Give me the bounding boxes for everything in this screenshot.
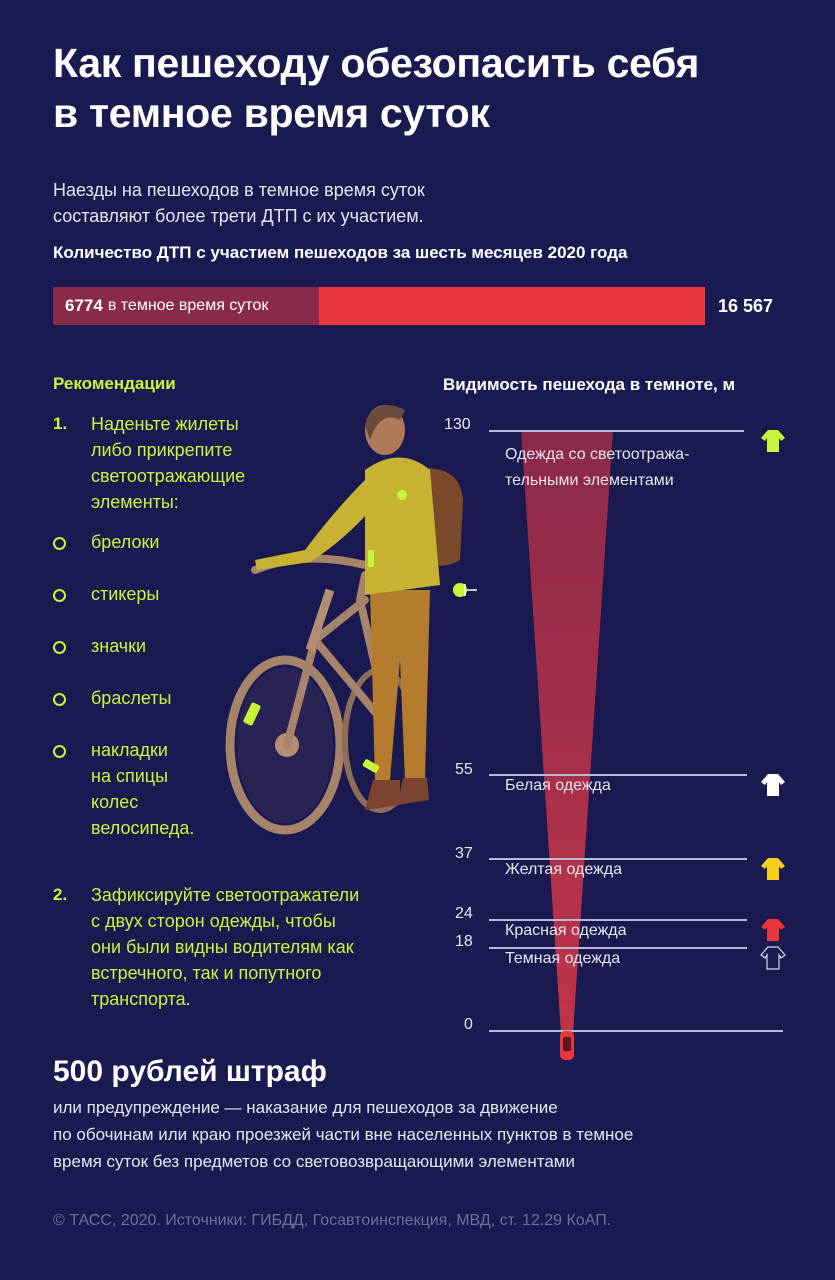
line-24 (489, 919, 747, 921)
headlight-beam (515, 430, 625, 1035)
tick-55: 55 (455, 761, 473, 778)
page-title (53, 38, 699, 138)
intro-text (53, 177, 425, 229)
label-red: Красная одежда (505, 922, 627, 939)
label-yellow: Желтая одежда (505, 861, 622, 878)
pedestrian-bicycle-illustration (215, 400, 485, 840)
title-line-2: в темное время суток (53, 90, 490, 136)
source-credit: © ТАСС, 2020. Источники: ГИБДД, Госавтоинспекция, МВД, ст. 12.29 КоАП. (53, 1212, 612, 1229)
bullet-spoke-covers (91, 737, 194, 841)
title-line-1: Как пешеходу обезопасить себя (53, 40, 700, 86)
line-130 (489, 430, 744, 432)
bullet-icon (53, 745, 66, 758)
bullet-keychains: брелоки (91, 532, 160, 552)
text-line: тельными элементами (505, 472, 674, 489)
intro-line-1: Наезды на пешеходов в темное время суток (53, 180, 425, 200)
dark-time-label: в темное время суток (107, 297, 269, 314)
shirt-dark-icon (760, 945, 786, 971)
total-accidents-value: 16 567 (718, 296, 774, 316)
tick-0: 0 (464, 1016, 473, 1033)
text-line: Наденьте жилеты (91, 414, 239, 434)
bullet-icon (53, 589, 66, 602)
text-line: транспорта. (91, 989, 191, 1009)
bullet-icon (53, 537, 66, 550)
text-line: время суток без предметов со световозвращающими элементами (53, 1152, 575, 1171)
text-line: Зафиксируйте светоотражатели (91, 885, 360, 905)
bullet-icon (53, 641, 66, 654)
text-line: Одежда со светоотража- (505, 446, 690, 463)
text-line: или предупреждение — наказание для пешеходов за движение (53, 1098, 558, 1117)
tick-18: 18 (455, 933, 473, 950)
text-line: на спицы (91, 766, 169, 786)
recommendations-heading: Рекомендации (53, 374, 176, 393)
tick-130: 130 (444, 416, 471, 433)
bar-chart-title: Количество ДТП с участием пешеходов за шесть месяцев 2020 года (53, 243, 628, 262)
text-line: с двух сторон одежды, чтобы (91, 911, 336, 931)
text-line: колес (91, 792, 139, 812)
visibility-chart-title: Видимость пешехода в темноте, м (443, 375, 736, 394)
car-icon (558, 1030, 576, 1062)
label-reflective (505, 442, 689, 494)
fine-heading: 500 рублей штраф (53, 1055, 327, 1088)
label-dark: Темная одежда (505, 950, 621, 967)
fine-description (53, 1094, 633, 1175)
text-line: светоотражающие (91, 466, 246, 486)
bullet-stickers: стикеры (91, 584, 160, 604)
line-18 (489, 947, 747, 949)
bullet-bracelets: браслеты (91, 688, 172, 708)
line-55 (489, 774, 747, 776)
intro-line-2: составляют более трети ДТП с их участием. (53, 206, 424, 226)
tick-24: 24 (455, 905, 473, 922)
bullet-badges: значки (91, 636, 147, 656)
shirt-reflective-icon (760, 428, 786, 454)
item-1-number: 1. (53, 414, 68, 433)
dark-time-value: 6774 (65, 296, 103, 315)
item-2-text (91, 882, 359, 1012)
text-line: они были видны водителям как (91, 937, 354, 957)
shirt-white-icon (760, 772, 786, 798)
tick-37: 37 (455, 845, 473, 862)
text-line: по обочинам или краю проезжей части вне населенных пунктов в темное (53, 1125, 634, 1144)
text-line: встречного, так и попутного (91, 963, 322, 983)
text-line: накладки (91, 740, 168, 760)
text-line: либо прикрепите (91, 440, 233, 460)
shirt-yellow-icon (760, 856, 786, 882)
line-37 (489, 858, 747, 860)
shirt-red-icon (760, 917, 786, 943)
item-2-number: 2. (53, 885, 68, 904)
label-white: Белая одежда (505, 777, 611, 794)
line-0 (489, 1030, 783, 1032)
bullet-icon (53, 693, 66, 706)
text-line: велосипеда. (91, 818, 195, 838)
dark-time-accidents-bar (53, 287, 319, 325)
text-line: элементы: (91, 492, 179, 512)
